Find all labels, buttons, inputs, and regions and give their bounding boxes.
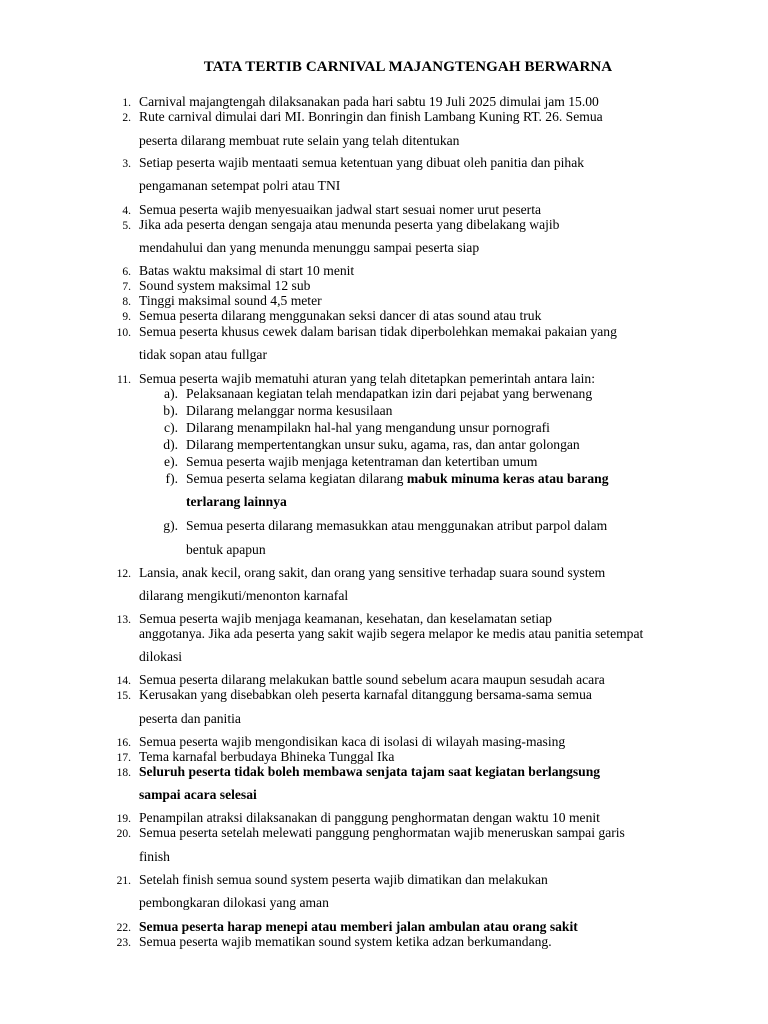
item-number: 8.: [122, 296, 131, 308]
item-text: Semua peserta wajib mengondisikan kaca di isolasi di wilayah masing-masing: [139, 734, 566, 749]
item-number: 6.: [122, 266, 131, 278]
item-text: peserta dan panitia: [139, 711, 241, 726]
item-number: 10.: [116, 327, 131, 339]
item-number: 12.: [116, 568, 131, 580]
sub-item-g: [0, 517, 768, 537]
item-text: Semua peserta wajib menjaga keamanan, kesehatan, dan keselamatan setiap: [139, 611, 552, 626]
item-number: 15.: [116, 690, 131, 702]
item-text-bold: Semua peserta harap menepi atau memberi jalan ambulan atau orang sakit: [139, 919, 578, 934]
item-number: 19.: [116, 813, 131, 825]
rule-item-3-continuation: [0, 177, 768, 197]
item-text-bold: sampai acara selesai: [139, 787, 257, 802]
sub-item-text-bold: terlarang lainnya: [186, 494, 287, 509]
item-number: 20.: [116, 828, 131, 840]
sub-item-text: Dilarang mempertentangkan unsur suku, agama, ras, dan antar golongan: [186, 437, 580, 452]
item-text: Semua peserta wajib mematikan sound system ketika adzan berkumandang.: [139, 934, 552, 949]
rule-item-20-continuation: [0, 848, 768, 868]
item-text: Semua peserta dilarang menggunakan seksi dancer di atas sound atau truk: [139, 308, 542, 323]
item-text: Kerusakan yang disebabkan oleh peserta karnafal ditanggung bersama-sama semua: [139, 687, 592, 702]
rule-item-21-continuation: [0, 894, 768, 914]
item-text: dilokasi: [139, 649, 183, 664]
rule-item-10-continuation: [0, 346, 768, 366]
item-text: Penampilan atraksi dilaksanakan di panggung penghormatan dengan waktu 10 menit: [139, 810, 600, 825]
item-text: dilarang mengikuti/menonton karnafal: [139, 588, 349, 603]
item-number: 4.: [122, 205, 131, 217]
item-text: peserta dilarang membuat rute selain yang telah ditentukan: [139, 133, 460, 148]
item-text: Semua peserta dilarang melakukan battle sound sebelum acara maupun sesudah acara: [139, 672, 605, 687]
item-text: Carnival majangtengah dilaksanakan pada hari sabtu 19 Juli 2025 dimulai jam 15.00: [139, 94, 599, 109]
item-text: tidak sopan atau fullgar: [139, 347, 267, 362]
item-text: anggotanya. Jika ada peserta yang sakit wajib segera melapor ke medis atau panitia setempat: [139, 626, 644, 641]
item-number: 18.: [116, 767, 131, 779]
item-number: 14.: [116, 675, 131, 687]
item-text-bold: Seluruh peserta tidak boleh membawa senjata tajam saat kegiatan berlangsung: [139, 764, 601, 779]
rule-item-20: [0, 824, 768, 844]
rule-item-18: [0, 763, 768, 783]
item-text: Rute carnival dimulai dari MI. Bonringin dan finish Lambang Kuning RT. 26. Semua: [139, 109, 603, 124]
item-text: Sound system maksimal 12 sub: [139, 278, 311, 293]
item-number: 17.: [116, 752, 131, 764]
item-text: Semua peserta setelah melewati panggung penghormatan wajib meneruskan sampai garis: [139, 825, 625, 840]
sub-item-letter: g).: [163, 518, 178, 533]
document-title: TATA TERTIB CARNIVAL MAJANGTENGAH BERWARNA: [203, 59, 613, 75]
rule-item-2: [0, 108, 768, 128]
sub-item-letter: a).: [164, 386, 178, 401]
rule-item-18-continuation: [0, 786, 768, 806]
sub-item-g-continuation: [0, 541, 768, 561]
item-text: Semua peserta wajib mematuhi aturan yang telah ditetapkan pemerintah antara lain:: [139, 371, 595, 386]
item-text: Semua peserta khusus cewek dalam barisan tidak diperbolehkan memakai pakaian yang: [139, 324, 617, 339]
rule-item-13-continuation: [0, 625, 768, 645]
sub-item-text: Dilarang melanggar norma kesusilaan: [186, 403, 393, 418]
sub-item-text: [186, 470, 609, 488]
rule-item-5: [0, 216, 768, 236]
sub-item-text: Dilarang menampilakn hal-hal yang mengandung unsur pornografi: [186, 420, 550, 435]
item-text: Tema karnafal berbudaya Bhineka Tunggal Ika: [139, 749, 395, 764]
item-text: Tinggi maksimal sound 4,5 meter: [139, 293, 322, 308]
rule-item-5-continuation: [0, 239, 768, 259]
rule-item-21: [0, 871, 768, 891]
rule-item-3: [0, 154, 768, 174]
item-text: pengamanan setempat polri atau TNI: [139, 178, 341, 193]
item-number: 11.: [117, 374, 131, 386]
sub-item-letter: e).: [164, 454, 178, 469]
sub-item-text: Semua peserta wajib menjaga ketentraman dan ketertiban umum: [186, 454, 538, 469]
item-number: 21.: [116, 875, 131, 887]
rule-item-2-continuation: [0, 132, 768, 152]
rule-item-10: [0, 323, 768, 343]
sub-item-letter: f).: [165, 471, 178, 486]
item-text: Lansia, anak kecil, orang sakit, dan orang yang sensitive terhadap suara sound system: [139, 565, 606, 580]
item-text: pembongkaran dilokasi yang aman: [139, 895, 329, 910]
sub-item-text: Semua peserta dilarang memasukkan atau menggunakan atribut parpol dalam: [186, 518, 608, 533]
item-number: 22.: [116, 922, 131, 934]
sub-item-f-continuation: [0, 493, 768, 513]
sub-item-text: bentuk apapun: [186, 542, 266, 557]
item-number: 3.: [122, 158, 131, 170]
item-number: 9.: [122, 311, 131, 323]
item-text: Batas waktu maksimal di start 10 menit: [139, 263, 355, 278]
item-number: 16.: [116, 737, 131, 749]
rule-item-15-continuation: [0, 710, 768, 730]
item-number: 23.: [116, 937, 131, 949]
item-text: Setelah finish semua sound system peserta wajib dimatikan dan melakukan: [139, 872, 548, 887]
item-text: Setiap peserta wajib mentaati semua ketentuan yang dibuat oleh panitia dan pihak: [139, 155, 585, 170]
item-text: Semua peserta wajib menyesuaikan jadwal start sesuai nomer urut peserta: [139, 202, 542, 217]
item-text: finish: [139, 849, 170, 864]
rule-item-23: [0, 933, 768, 953]
sub-item-text-bold: mabuk minuma keras atau barang: [406, 471, 609, 486]
item-number: 2.: [122, 112, 131, 124]
sub-item-text: Pelaksanaan kegiatan telah mendapatkan izin dari pejabat yang berwenang: [186, 386, 593, 401]
item-number: 7.: [122, 281, 131, 293]
sub-item-letter: b).: [163, 403, 178, 418]
item-text: mendahului dan yang menunda menunggu sampai peserta siap: [139, 240, 480, 255]
sub-item-text-regular: Semua peserta selama kegiatan dilarang: [186, 471, 407, 486]
item-number: 1.: [122, 97, 131, 109]
item-number: 13.: [116, 614, 131, 626]
sub-item-f: [0, 470, 768, 490]
sub-item-letter: c).: [164, 420, 178, 435]
sub-item-letter: d).: [163, 437, 178, 452]
rule-item-15: [0, 686, 768, 706]
rule-item-13-continuation-2: [0, 648, 768, 668]
rule-item-12: [0, 564, 768, 584]
item-text: Jika ada peserta dengan sengaja atau menunda peserta yang dibelakang wajib: [139, 217, 560, 232]
rule-item-12-continuation: [0, 587, 768, 607]
item-number: 5.: [122, 220, 131, 232]
